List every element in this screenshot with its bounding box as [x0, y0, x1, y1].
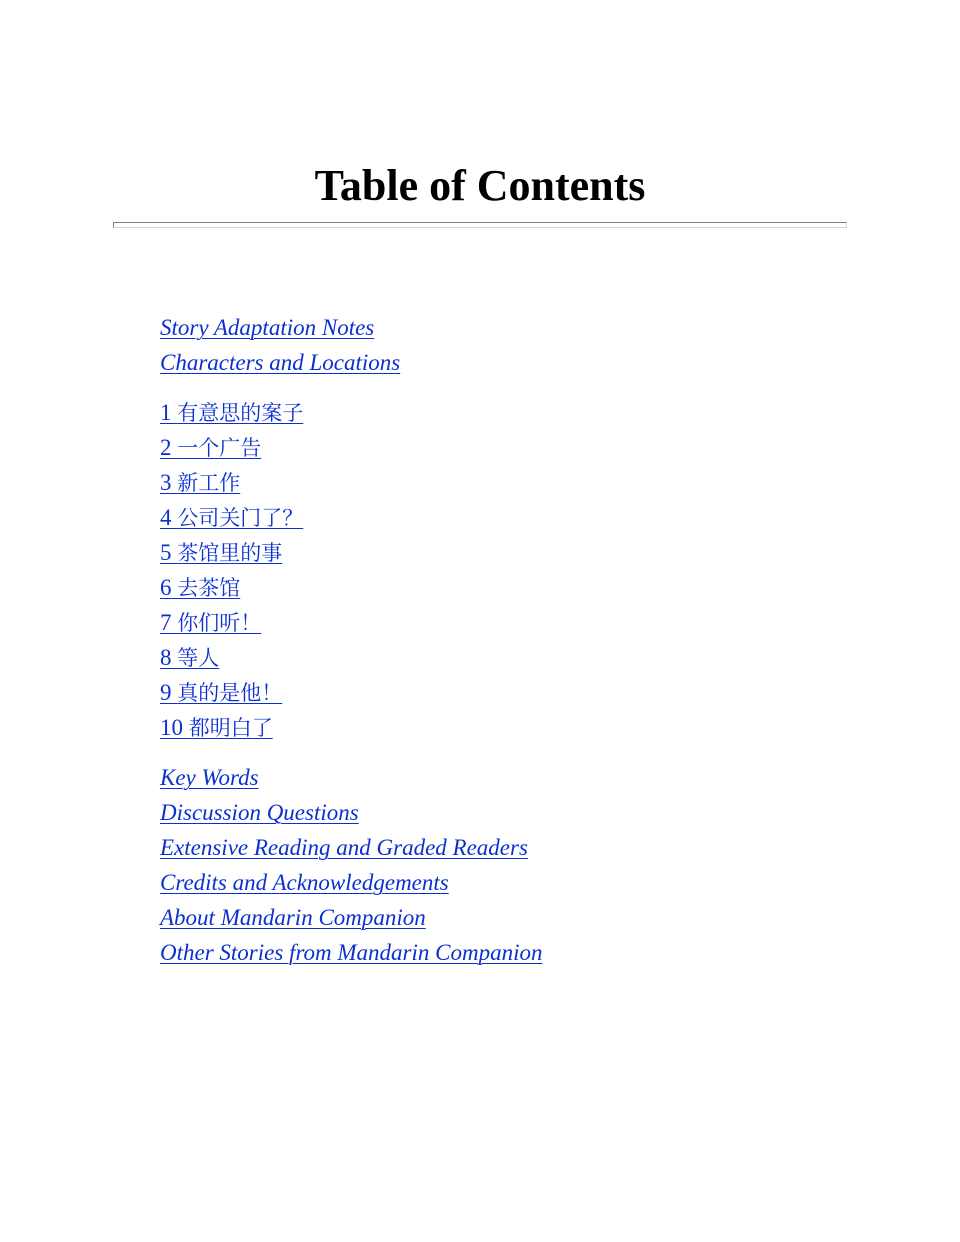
- chapter-list: [160, 395, 860, 745]
- chapter-title: 茶馆里的事: [177, 541, 283, 565]
- chapter-title: 都明白了: [188, 716, 273, 740]
- chapter-title: 有意思的案子: [177, 401, 304, 425]
- page-title: Table of Contents: [314, 161, 646, 210]
- title-divider: [113, 222, 847, 228]
- chapter-number: 1: [160, 400, 172, 425]
- chapter-number: 5: [160, 540, 172, 565]
- chapter-number: 9: [160, 680, 172, 705]
- toc-link-characters-and-locations[interactable]: Characters and Locations: [160, 350, 401, 375]
- chapter-number: 2: [160, 435, 172, 460]
- chapter-title: 等人: [177, 646, 220, 670]
- toc-link-chapter-2[interactable]: [160, 430, 860, 465]
- toc-link-chapter-4[interactable]: [160, 500, 860, 535]
- toc-link-other-stories[interactable]: Other Stories from Mandarin Companion: [160, 940, 543, 965]
- toc-link-chapter-1[interactable]: [160, 395, 860, 430]
- chapter-title: 去茶馆: [177, 576, 241, 600]
- back-matter-list: [160, 760, 860, 970]
- chapter-number: 10: [160, 715, 183, 740]
- front-matter-list: [160, 310, 860, 380]
- chapter-title: 公司关门了？: [177, 506, 304, 530]
- toc-link-chapter-7[interactable]: [160, 605, 860, 640]
- toc-link-discussion-questions[interactable]: Discussion Questions: [160, 800, 359, 825]
- toc-link-chapter-10[interactable]: [160, 710, 860, 745]
- toc-link-chapter-9[interactable]: [160, 675, 860, 710]
- toc-link-chapter-3[interactable]: [160, 465, 860, 500]
- chapter-number: 6: [160, 575, 172, 600]
- toc-link-credits[interactable]: Credits and Acknowledgements: [160, 870, 449, 895]
- chapter-number: 3: [160, 470, 172, 495]
- chapter-title: 一个广告: [177, 436, 262, 460]
- chapter-number: 4: [160, 505, 172, 530]
- toc-link-chapter-6[interactable]: [160, 570, 860, 605]
- toc-link-story-adaptation-notes[interactable]: Story Adaptation Notes: [160, 315, 375, 340]
- toc-link-extensive-reading[interactable]: Extensive Reading and Graded Readers: [160, 835, 528, 860]
- toc-link-chapter-8[interactable]: [160, 640, 860, 675]
- chapter-number: 8: [160, 645, 172, 670]
- toc-link-key-words[interactable]: Key Words: [160, 765, 259, 790]
- toc-link-chapter-5[interactable]: [160, 535, 860, 570]
- chapter-title: 新工作: [177, 471, 241, 495]
- chapter-number: 7: [160, 610, 172, 635]
- chapter-title: 你们听！: [177, 611, 262, 635]
- chapter-title: 真的是他！: [177, 681, 283, 705]
- toc-link-about-mandarin-companion[interactable]: About Mandarin Companion: [160, 905, 426, 930]
